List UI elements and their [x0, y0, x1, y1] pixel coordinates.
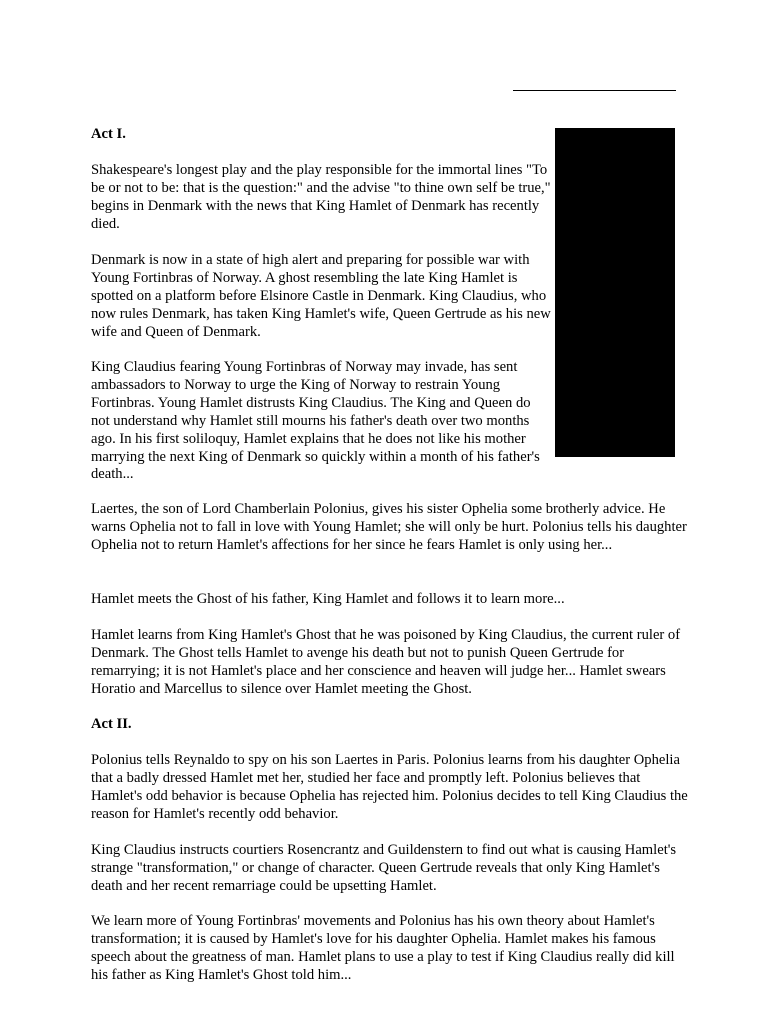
header-rule [513, 90, 676, 91]
act-1-heading: Act I. [91, 126, 126, 142]
act-1-paragraph-6: Hamlet learns from King Hamlet's Ghost that he was poisoned by King Claudius, the current ruler of Denmark. The Ghost tells Hamlet to avenge his death but not to punish Queen Gertrude for remarrying; it is not Hamlet's place and her conscience and heaven will judge her... Hamlet swears Horatio and Marcellus to silence over Hamlet meeting the Ghost. [91, 627, 681, 697]
act-2-heading: Act II. [91, 716, 132, 732]
act-1-paragraph-5: Hamlet meets the Ghost of his father, King Hamlet and follows it to learn more... [91, 591, 565, 607]
act-1-paragraph-1: Shakespeare's longest play and the play responsible for the immortal lines "To be or not to be: that is the question:" and the advise "to thine own self be true," begins in Denmark with the news that King Hamlet of Denmark has recently died. [91, 162, 551, 232]
act-1-paragraph-2: Denmark is now in a state of high alert and preparing for possible war with Young Fortinbras of Norway. A ghost resembling the late King Hamlet is spotted on a platform before Elsinore Castle in Denmark. King Claudius, who now rules Denmark, has taken King Hamlet's wife, Queen Gertrude as his new wife and Queen of Denmark. [91, 252, 551, 340]
act-2-paragraph-3: We learn more of Young Fortinbras' movements and Polonius has his own theory about Hamlet's transformation; it is caused by Hamlet's love for his daughter Ophelia. Hamlet makes his famous speech about the greatness of man. Hamlet plans to use a play to test if King Claudius really did kill his father as King Hamlet's Ghost told him... [91, 913, 675, 983]
act-1-paragraph-4: Laertes, the son of Lord Chamberlain Polonius, gives his sister Ophelia some brotherly advice. He warns Ophelia not to fall in love with Young Hamlet; she will only be hurt. Polonius tells his daughter Ophelia not to return Hamlet's affections for her since he fears Hamlet is only using her... [91, 501, 687, 553]
act-1-paragraph-3: King Claudius fearing Young Fortinbras of Norway may invade, has sent ambassadors to Norway to urge the King of Norway to restrain Young Fortinbras. Young Hamlet distrusts King Claudius. The King and Queen do not understand why Hamlet still mourns his father's death over two months ago. In his first soliloquy, Hamlet explains that he does not like his mother marrying the next King of Denmark so quickly within a month of his father's death... [91, 359, 540, 483]
act-2-paragraph-2: King Claudius instructs courtiers Rosencrantz and Guildenstern to find out what is causing Hamlet's strange "transformation," or change of character. Queen Gertrude reveals that only King Hamlet's death and her recent remarriage could be upsetting Hamlet. [91, 842, 677, 894]
act-2-paragraph-1: Polonius tells Reynaldo to spy on his son Laertes in Paris. Polonius learns from his daughter Ophelia that a badly dressed Hamlet met her, studied her face and promptly left. Polonius believes that Hamlet's odd behavior is because Ophelia has rejected him. Polonius decides to tell King Claudius the reason for Hamlet's recently odd behavior. [91, 752, 688, 822]
redacted-image-block [555, 128, 675, 457]
